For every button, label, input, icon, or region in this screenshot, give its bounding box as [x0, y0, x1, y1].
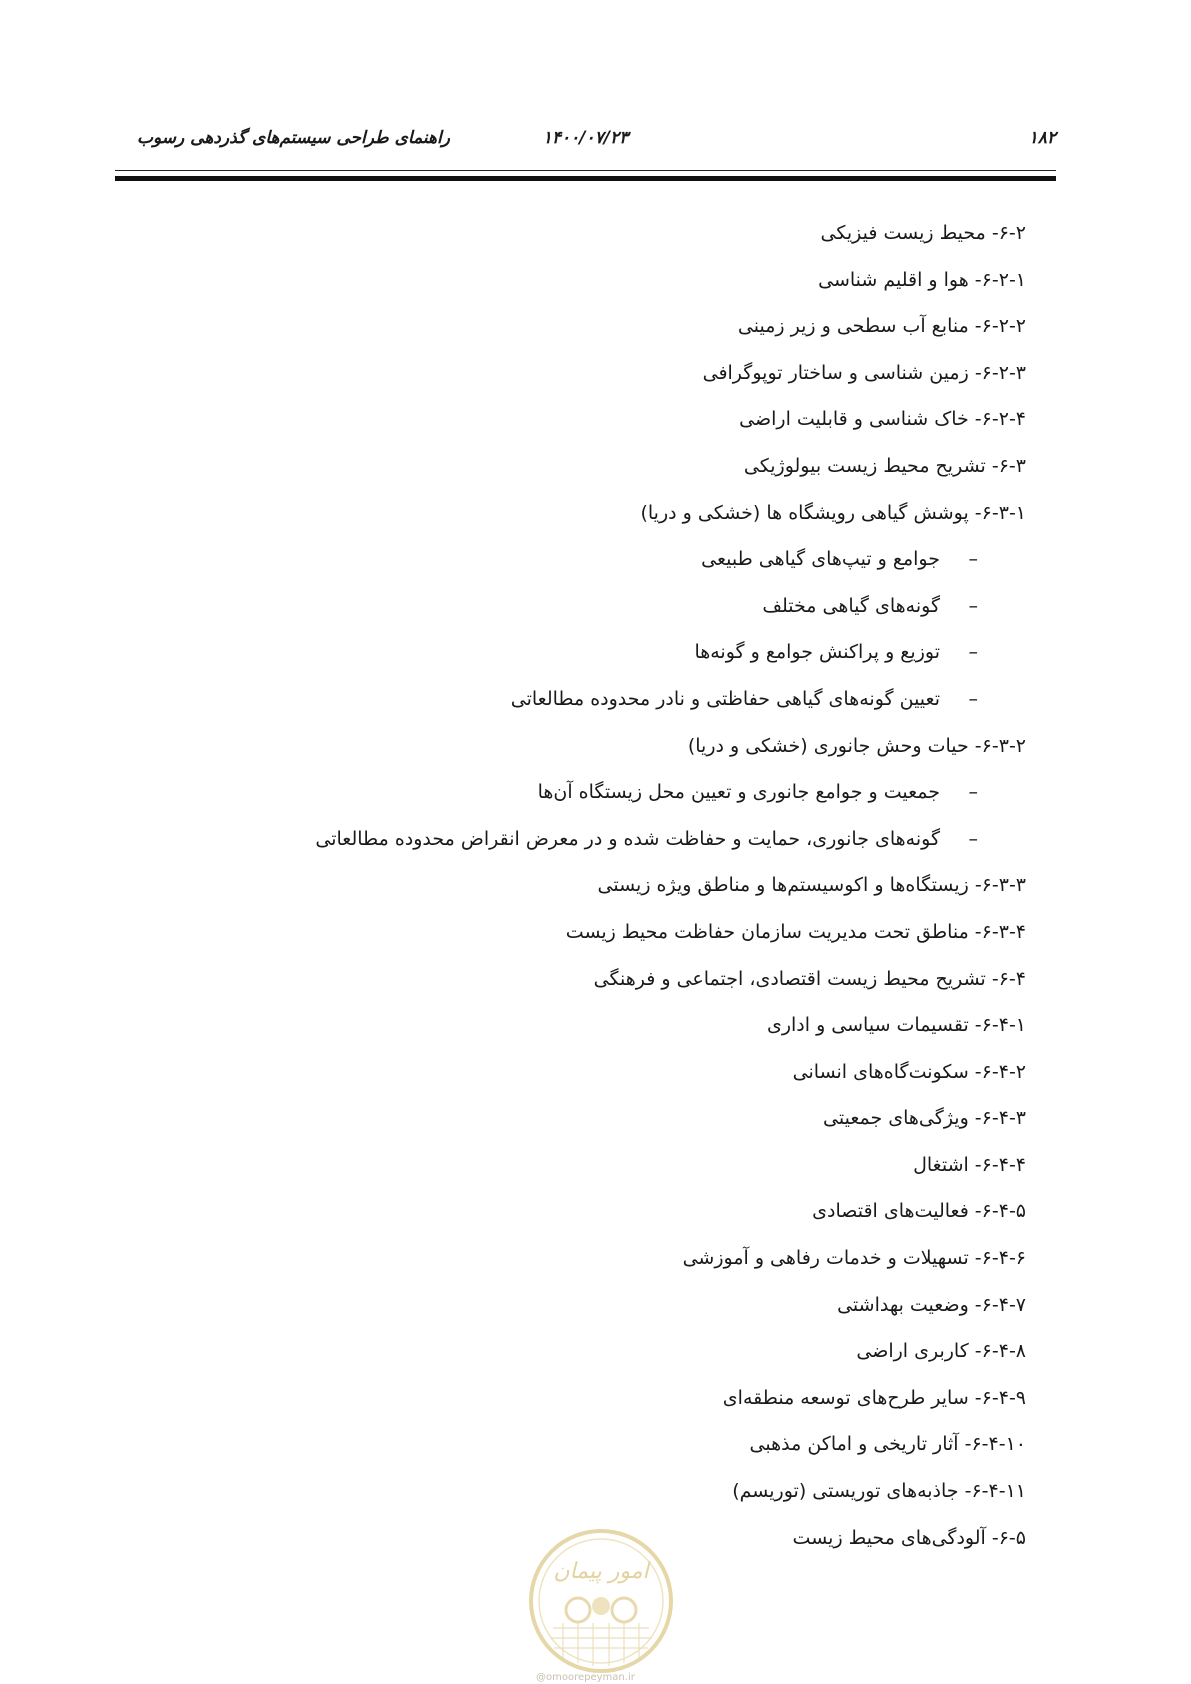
toc-heading-item [146, 1188, 1026, 1235]
table-of-contents [146, 210, 1026, 1561]
toc-item-text: گونه‌های جانوری، حمایت و حفاظت شده و در معرض انقراض محدوده مطالعاتی [315, 827, 940, 850]
toc-heading-item [146, 956, 1026, 1003]
bullet-dash: – [968, 687, 978, 710]
toc-item-text: ۶-۴-۱- تقسیمات سیاسی و اداری [766, 1014, 1026, 1037]
toc-item-text: ۶-۳-۳- زیستگاه‌ها و اکوسیستم‌ها و مناطق ویژه زیستی [597, 874, 1026, 897]
toc-item-text: ۶-۴-۶- تسهیلات و خدمات رفاهی و آموزشی [682, 1247, 1026, 1270]
toc-heading-item [146, 350, 1026, 397]
toc-heading-item [146, 862, 1026, 909]
toc-heading-item [146, 257, 1026, 304]
page-number: ۱۸۲ [1028, 128, 1056, 148]
toc-item-text: ۶-۴-۷- وضعیت بهداشتی [837, 1293, 1026, 1316]
header-rule-thick [115, 176, 1056, 181]
toc-heading-item [146, 443, 1026, 490]
toc-item-text: ۶-۲-۳- زمین شناسی و ساختار توپوگرافی [702, 361, 1026, 384]
toc-heading-item [146, 210, 1026, 257]
toc-bullet-item [146, 676, 1026, 723]
toc-item-text: ۶-۲-۱- هوا و اقلیم شناسی [818, 268, 1026, 291]
toc-bullet-item [146, 769, 1026, 816]
header-date: ۱۴۰۰/۰۷/۲۳ [542, 128, 629, 148]
watermark-caption: @omoorepeyman.ir [536, 1672, 635, 1683]
toc-item-text: ۶-۴- تشریح محیط زیست اقتصادی، اجتماعی و فرهنگی [593, 967, 1026, 990]
toc-heading-item [146, 1142, 1026, 1189]
toc-item-text: گونه‌های گیاهی مختلف [762, 594, 940, 617]
toc-heading-item [146, 1421, 1026, 1468]
toc-heading-item [146, 1002, 1026, 1049]
toc-heading-item [146, 1328, 1026, 1375]
toc-item-text: ۶-۵- آلودگی‌های محیط زیست [792, 1526, 1026, 1549]
toc-item-text: ۶-۲-۲- منابع آب سطحی و زیر زمینی [737, 315, 1026, 338]
toc-item-text: ۶-۴-۲- سکونت‌گاه‌های انسانی [792, 1060, 1026, 1083]
toc-item-text: ۶-۳-۱- پوشش گیاهی رویشگاه ها (خشکی و دریا) [640, 501, 1026, 524]
toc-heading-item [146, 909, 1026, 956]
toc-bullet-item [146, 816, 1026, 863]
toc-bullet-item [146, 629, 1026, 676]
toc-heading-item [146, 1095, 1026, 1142]
toc-item-text: ۶-۴-۵- فعالیت‌های اقتصادی [812, 1200, 1026, 1223]
toc-item-text: ۶-۴-۸- کاربری اراضی [856, 1340, 1026, 1363]
toc-heading-item [146, 1235, 1026, 1282]
bullet-dash: – [968, 827, 978, 850]
bullet-dash: – [968, 548, 978, 571]
toc-item-text: ۶-۲- محیط زیست فیزیکی [820, 222, 1026, 244]
bullet-dash: – [968, 641, 978, 664]
toc-heading-item [146, 1375, 1026, 1422]
toc-item-text: ۶-۴-۱۱- جاذبه‌های توریستی (توریسم) [732, 1480, 1026, 1503]
header-title: راهنمای طراحی سیستم‌های گذردهی رسوب [137, 128, 450, 148]
toc-bullet-item [146, 583, 1026, 630]
toc-item-text: ۶-۴-۴- اشتغال [913, 1153, 1026, 1176]
toc-heading-item [146, 1282, 1026, 1329]
bullet-dash: – [968, 781, 978, 804]
toc-item-text: ۶-۴-۳- ویژگی‌های جمعیتی [823, 1107, 1026, 1130]
watermark-logo [528, 1528, 674, 1674]
toc-bullet-item [146, 536, 1026, 583]
toc-heading-item [146, 490, 1026, 537]
toc-item-text: توزیع و پراکنش جوامع و گونه‌ها [694, 641, 940, 664]
toc-heading-item [146, 1468, 1026, 1515]
toc-item-text: جوامع و تیپ‌های گیاهی طبیعی [701, 548, 940, 571]
toc-item-text: ۶-۳-۲- حیات وحش جانوری (خشکی و دریا) [687, 734, 1026, 757]
toc-heading-item [146, 303, 1026, 350]
toc-item-text: ۶-۳- تشریح محیط زیست بیولوژیکی [743, 454, 1026, 477]
header-rule-thin [115, 170, 1056, 171]
bullet-dash: – [968, 594, 978, 617]
toc-item-text: ۶-۴-۹- سایر طرح‌های توسعه منطقه‌ای [722, 1386, 1026, 1409]
toc-heading-item [146, 1049, 1026, 1096]
toc-item-text: ۶-۴-۱۰- آثار تاریخی و اماکن مذهبی [749, 1433, 1026, 1456]
toc-item-text: ۶-۲-۴- خاک شناسی و قابلیت اراضی [739, 408, 1026, 431]
watermark-logo-text: امور پیمان [553, 1559, 649, 1584]
toc-item-text: ۶-۳-۴- مناطق تحت مدیریت سازمان حفاظت محیط زیست [565, 920, 1026, 943]
toc-heading-item [146, 723, 1026, 770]
toc-heading-item [146, 396, 1026, 443]
page-header [115, 128, 1056, 158]
toc-item-text: تعیین گونه‌های گیاهی حفاظتی و نادر محدوده مطالعاتی [510, 687, 940, 710]
toc-item-text: جمعیت و جوامع جانوری و تعیین محل زیستگاه آن‌ها [537, 781, 940, 804]
